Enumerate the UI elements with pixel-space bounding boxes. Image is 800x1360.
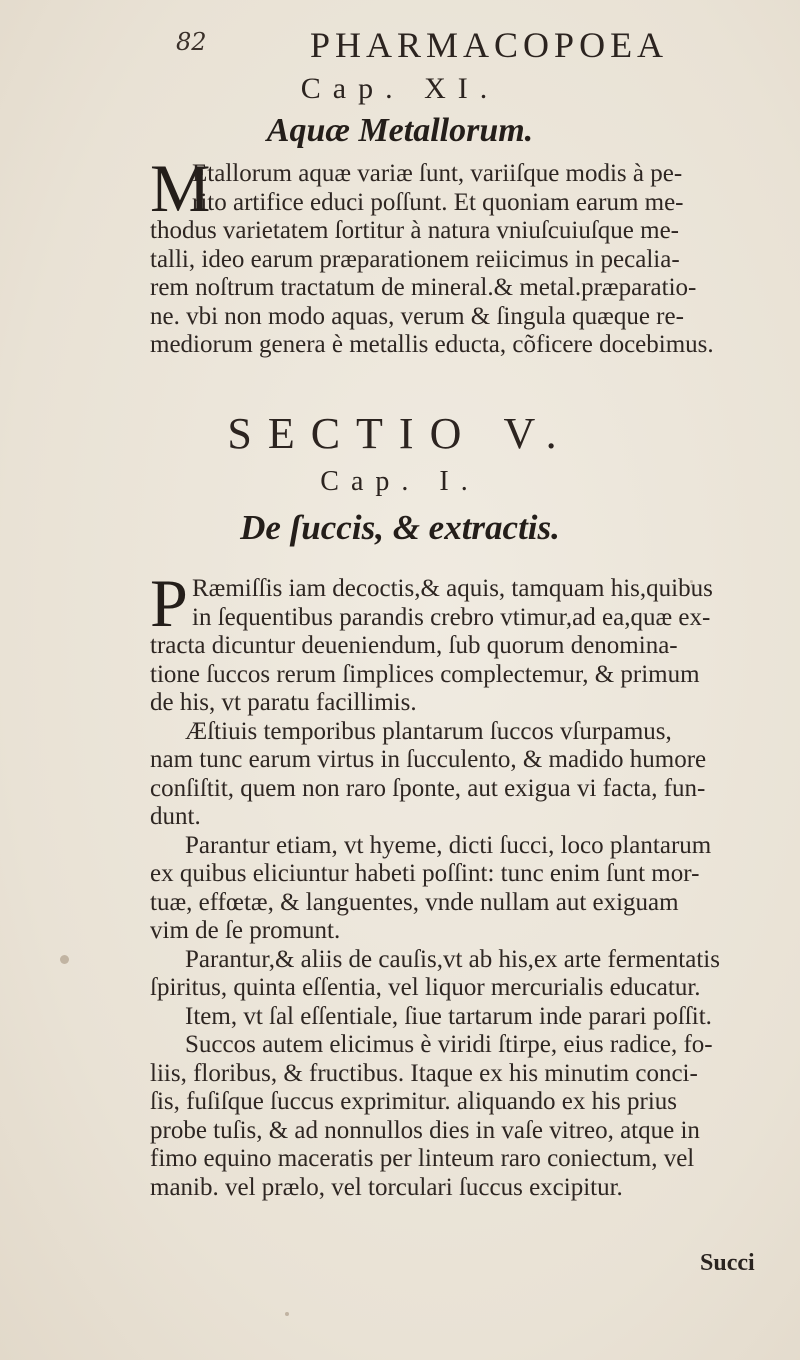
section-chapter-label: Cap. I.: [320, 466, 480, 497]
chapter-label: Cap. XI.: [300, 72, 500, 105]
text-line: liis, floribus, & fructibus. Itaque ex his minutim conci-: [150, 1059, 698, 1087]
text-line: fimo equino maceratis per linteum raro coniectum, vel: [150, 1145, 695, 1172]
text-line: talli, ideo earum præparationem reiicimus in pecalia-: [150, 245, 680, 273]
paragraph: [150, 150, 790, 360]
ink-spot: [285, 1312, 289, 1316]
text-line: Parantur etiam, vt hyeme, dicti ſucci, loco plantarum: [185, 831, 712, 859]
chapter-title: Aquæ Metallorum.: [266, 112, 534, 149]
text-line: probe tuſis, & ad nonnullos dies in vaſe vitreo, atque in: [150, 1116, 700, 1144]
text-line: conſiſtit, quem non raro ſponte, aut exigua vi facta, fun-: [150, 774, 706, 802]
text-line: tuæ, effœtæ, & languentes, vnde nullam aut exiguam: [150, 888, 679, 916]
text-line: Item, vt ſal eſſentiale, ſiue tartarum inde parari poſſit.: [185, 1002, 712, 1030]
text-line: dunt.: [150, 803, 201, 830]
ink-spot: [690, 580, 693, 583]
text-line: Etallorum aquæ variæ ſunt, variiſque modis à pe-: [192, 160, 683, 187]
section-title: SECTIO V.: [227, 409, 573, 458]
text-line: de his, vt paratu facillimis.: [150, 689, 417, 716]
text-line: nam tunc earum virtus in ſucculento, & madido humore: [150, 746, 707, 773]
page-number: 82: [176, 28, 207, 56]
drop-cap: M: [150, 150, 211, 226]
text-line: ſpiritus, quinta eſſentia, vel liquor mercurialis educatur.: [150, 974, 701, 1001]
catchword: Succi: [700, 1250, 755, 1276]
text-line: manib. vel prælo, vel torculari ſuccus excipitur.: [150, 1173, 623, 1201]
drop-cap: P: [150, 565, 188, 641]
ink-spot: [60, 955, 69, 964]
running-head: PHARMACOPOEA: [310, 25, 669, 65]
paragraph: [150, 718, 790, 832]
text-line: ex quibus eliciuntur habeti poſſint: tunc enim ſunt mor-: [150, 860, 700, 887]
text-line: mediorum genera è metallis educta, cõficere docebimus.: [150, 331, 714, 358]
chapter-body: [150, 150, 790, 360]
text-line: rem noſtrum tractatum de mineral.& metal.præparatio-: [150, 274, 697, 301]
paragraph: [150, 946, 790, 1032]
text-line: Ræmiſſis iam decoctis,& aquis, tamquam his,quibus: [192, 575, 713, 602]
section-chapter-title: De ſuccis, & extractis.: [240, 508, 560, 547]
text-line: thodus varietatem ſortitur à natura vniuſcuiuſque me-: [150, 217, 680, 244]
text-line: vim de ſe promunt.: [150, 917, 341, 944]
paragraph: [150, 832, 790, 946]
text-line: Succos autem elicimus è viridi ſtirpe, eius radice, fo-: [185, 1031, 713, 1058]
paragraph: [150, 565, 790, 718]
text-line: ſis, fuſiſque ſuccus exprimitur. aliquando ex his prius: [150, 1088, 678, 1115]
text-line: rito artifice educi poſſunt. Et quoniam earum me-: [192, 188, 684, 216]
text-line: Æſtiuis temporibus plantarum ſuccos vſurpamus,: [185, 717, 672, 745]
text-line: ne. vbi non modo aquas, verum & ſingula quæque re-: [150, 302, 684, 330]
page-header: [0, 18, 800, 68]
section-body: [150, 565, 790, 1202]
text-line: tione ſuccos rerum ſimplices complectemur, & primum: [150, 660, 700, 688]
text-line: Parantur,& aliis de cauſis,vt ab his,ex arte fermentatis: [185, 945, 720, 973]
paragraph: [150, 1031, 790, 1202]
text-line: in ſequentibus parandis crebro vtimur,ad ea,quæ ex-: [192, 603, 711, 631]
text-line: tracta dicuntur deueniendum, ſub quorum denomina-: [150, 632, 678, 659]
